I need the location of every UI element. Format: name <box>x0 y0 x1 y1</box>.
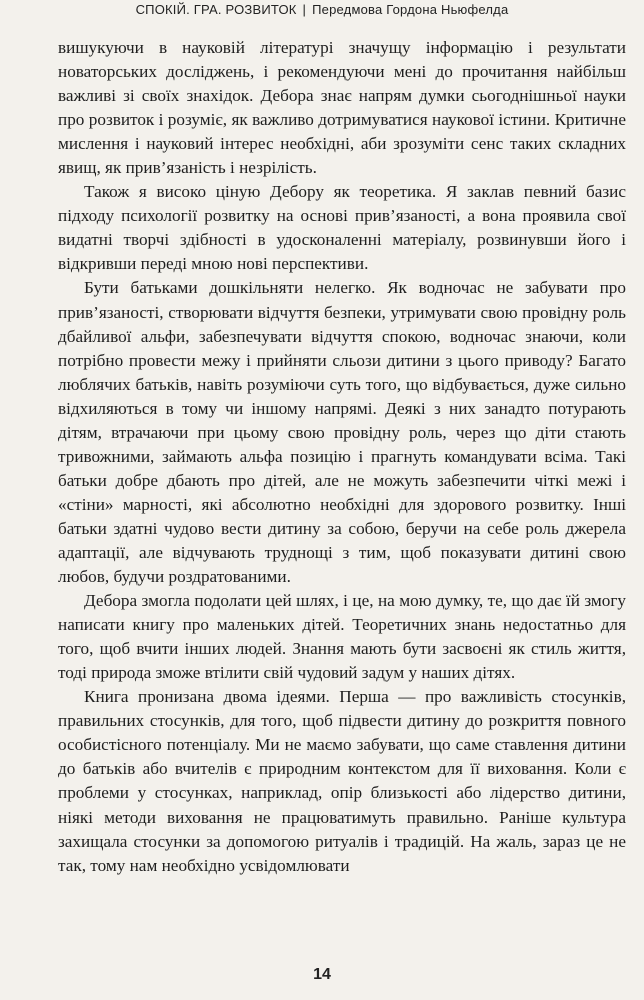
header-section: Передмова Гордона Ньюфелда <box>312 2 509 17</box>
paragraph-4: Дебора змогла подолати цей шлях, і це, на мою думку, те, що дає їй змогу написати книгу про маленьких дітей. Теоретичних знань недостатньо для того, щоб вчити інших людей. Знання мають бути засвоєні як стиль життя, тоді природа зможе втілити свій чудовий задум у наших дітях. <box>58 591 626 683</box>
paragraph-5: Книга пронизана двома ідеями. Перша — про важливість стосунків, правильних стосунків, для того, щоб підвести дитину до розкриття повного особистісного потенціалу. Ми не маємо забувати, що саме ставлення дитини до батьків або вчителів є природним контекстом для її виховання. Коли є проблеми у стосунках, наприклад, опір близькості або лідерство дитини, ніякі методи виховання не працюватимуть правильно. Раніше культура захищала стосунки за допомогою ритуалів і традицій. На жаль, зараз це не так, тому нам необхідно усвідомлювати <box>58 687 626 875</box>
running-header <box>0 0 644 24</box>
paragraph-2: Також я високо ціную Дебору як теоретика. Я заклав певний базис підходу психології розвитку на основі прив’язаності, а вона проявила свої видатні творчі здібності в удосконаленні матеріалу, розвинувши його і відкривши переді мною нові перспективи. <box>58 182 626 274</box>
header-separator: | <box>302 2 307 17</box>
page-number: 14 <box>313 966 331 983</box>
paragraph-1: вишукуючи в науковій літературі значущу інформацію і результати новаторських досліджень, і рекомендуючи мені до прочитання найбільш важливі зі своїх знахідок. Дебора знає напрям думки сьогоднішньої науки про розвиток і розуміє, як важливо дотримуватися наукової істини. Критичне мислення і науковий інтерес необхідні, аби зрозуміти сенс таких складних явищ, як прив’язаність і незрілість. <box>58 38 626 178</box>
paragraph-3: Бути батьками дошкільняти нелегко. Як водночас не забувати про прив’язаності, створювати відчуття безпеки, утримувати свою провідну роль дбайливої альфи, забезпечувати відчуття спокою, водночас знаючи, коли потрібно провести межу і прийняти сльози дитини з цього приводу? Багато люблячих батьків, навіть розуміючи суть того, що відбувається, дуже сильно відхиляються в тому чи іншому напрямі. Деякі з них занадто потурають дітям, втрачаючи при цьому свою провідну роль, через що діти стають тривожними, займають альфа позицію і прагнуть командувати всіма. Такі батьки добре дбають про дітей, але не можуть забезпечити чіткі межі і «стіни» марності, які абсолютно необхідні для здорового розвитку. Інші батьки здатні чудово вести дитину за собою, беручи на себе роль джерела адаптації, але відчувають труднощі з тим, щоб показувати дитині свою любов, будучи роздратованими. <box>58 278 626 587</box>
header-book-title: СПОКІЙ. ГРА. РОЗВИТОК <box>135 2 297 17</box>
page-body <box>58 36 626 878</box>
